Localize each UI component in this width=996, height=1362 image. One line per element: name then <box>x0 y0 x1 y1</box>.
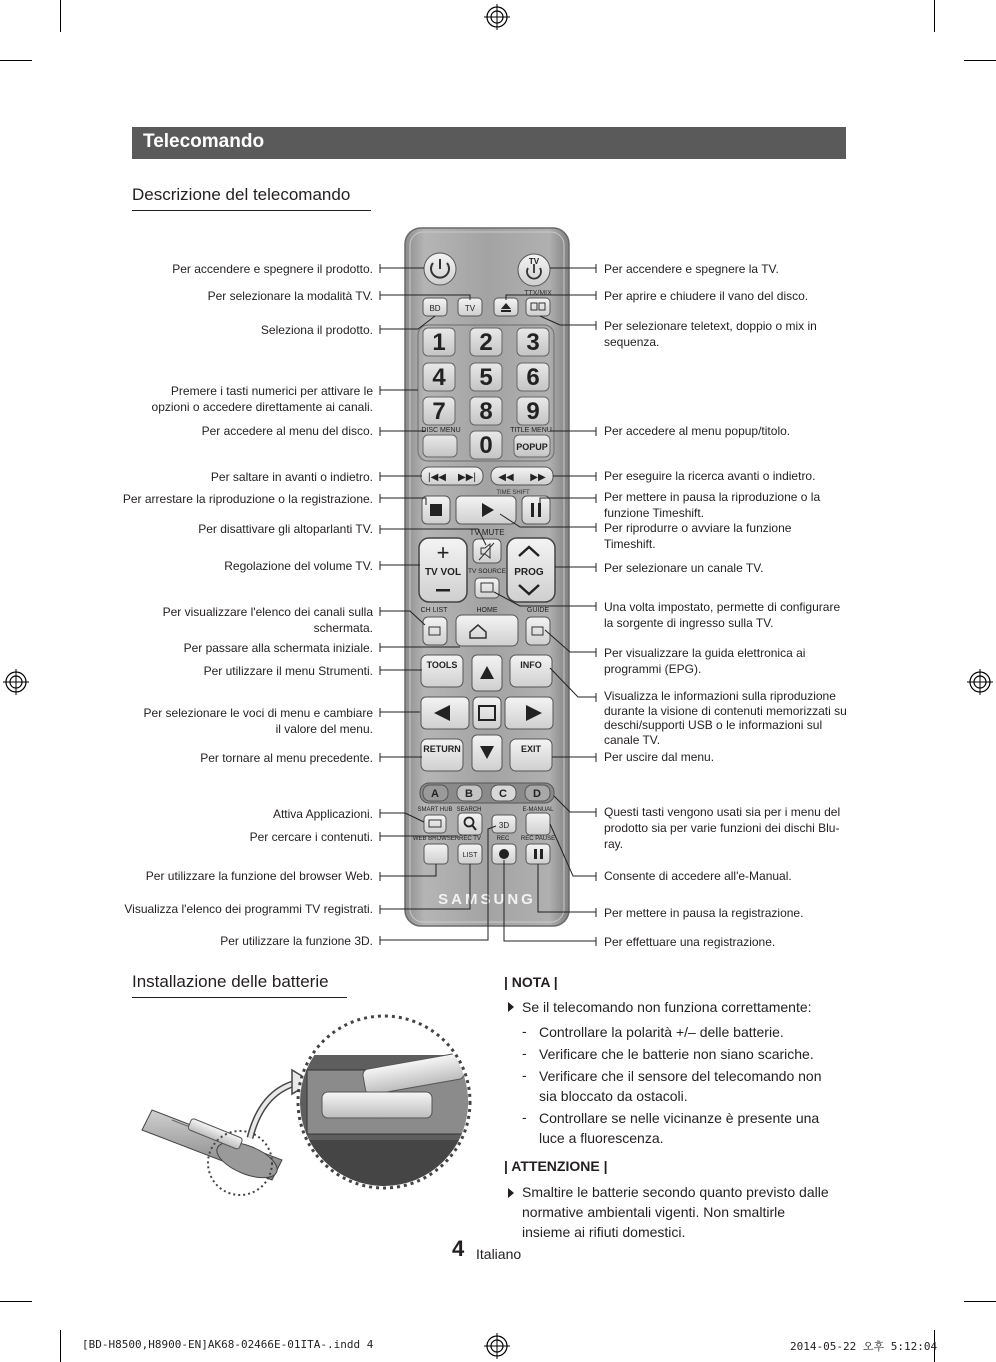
guide-label: GUIDE <box>526 607 550 614</box>
tv-source-label: TV SOURCE <box>468 568 506 575</box>
plus-icon: + <box>436 540 450 565</box>
callout-label: Per selezionare le voci di menu e cambiare il valore del menu. <box>143 706 373 736</box>
ttx-mix-label: TTX/MIX <box>524 290 552 297</box>
callout-label: Attiva Applicazioni. <box>272 807 373 821</box>
digit-label: 4 <box>432 364 446 391</box>
battery-illustration <box>132 1010 482 1200</box>
callout-label: Questi tasti vengono usati sia per i menu del prodotto sia per varie funzioni dei dischi Blu-ray. <box>604 805 841 851</box>
callout-label: Visualizza le informazioni sulla riproduzione durante la visione di contenuti memorizzati su deschi/supporti USB o le informazioni sul canale TV. <box>604 689 847 747</box>
callout-label: Visualizza l'elenco dei programmi TV registrati. <box>124 902 373 916</box>
tools-label: TOOLS <box>426 660 458 670</box>
rec-label: REC <box>496 836 510 842</box>
subsection-title: Descrizione del telecomando <box>132 185 351 204</box>
callout-label: Per eseguire la ricerca avanti o indietro. <box>604 469 816 483</box>
ch-list-label: CH LIST <box>420 607 448 614</box>
tv-mute-label: TV MUTE <box>469 528 505 537</box>
home-label: HOME <box>476 607 498 614</box>
minus-icon <box>436 589 450 592</box>
callout-label: Per utilizzare la funzione 3D. <box>220 934 373 948</box>
home-button[interactable] <box>456 615 518 646</box>
e-manual-label: E-MANUAL <box>522 807 554 813</box>
color-key-label: A <box>431 788 439 800</box>
callout-label: Per visualizzare la guida elettronica ai programmi (EPG). <box>604 646 806 676</box>
search-label: SEARCH <box>456 807 482 813</box>
skip-forward-icon: ▶▶| <box>458 472 476 483</box>
page-language: Italiano <box>476 1246 522 1262</box>
enter-button[interactable] <box>473 697 501 729</box>
tv-mode-label: TV <box>464 304 476 313</box>
callout-label: Per selezionare un canale TV. <box>604 561 764 575</box>
nota-item: Verificare che le batterie non siano scariche. <box>539 1046 814 1062</box>
disc-menu-button[interactable] <box>423 435 457 457</box>
callout-label: Per mettere in pausa la registrazione. <box>604 906 804 920</box>
callout-label: Per selezionare la modalità TV. <box>207 289 373 303</box>
info-label: INFO <box>520 660 542 670</box>
smart-hub-label: SMART HUB <box>417 807 453 813</box>
callout-label: Per visualizzare l'elenco dei canali sulla schermata. <box>162 605 373 635</box>
search-button[interactable] <box>458 813 482 835</box>
callout-label: Per accendere e spegnere il prodotto. <box>172 262 373 276</box>
callout-label: Consente di accedere all'e-Manual. <box>604 869 792 883</box>
disc-menu-label: DISC MENU <box>421 427 461 434</box>
web-browser-label: WEB BROWSER <box>412 836 460 842</box>
color-key-label: B <box>465 788 473 800</box>
dash-icon: - <box>522 1045 527 1061</box>
nota-item: Controllare se nelle vicinanze è presente una luce a fluorescenza. <box>539 1110 820 1146</box>
stop-icon <box>430 504 442 516</box>
nota-intro: Se il telecomando non funziona correttamente: <box>522 999 812 1015</box>
callout-label: Per accedere al menu popup/titolo. <box>604 424 791 438</box>
callout-label: Per passare alla schermata iniziale. <box>183 641 373 655</box>
footer-file: [BD-H8500,H8900-EN]AK68-02466E-01ITA-.indd 4 <box>82 1338 374 1351</box>
ch-list-button[interactable] <box>423 617 447 645</box>
dash-icon: - <box>522 1023 527 1039</box>
page-number: 4 <box>452 1236 465 1261</box>
callout-label: Per utilizzare il menu Strumenti. <box>203 664 373 678</box>
rec-pause-button[interactable] <box>526 844 550 864</box>
callout-label: Per mettere in pausa la riproduzione o la funzione Timeshift. <box>604 490 821 520</box>
exit-label: EXIT <box>520 744 542 754</box>
smart-hub-button[interactable] <box>424 815 446 833</box>
fast-forward-icon: ▶▶ <box>530 472 546 483</box>
crop-mark <box>60 1330 61 1362</box>
battery-section-title: Installazione delle batterie <box>132 972 329 991</box>
return-label: RETURN <box>423 744 461 754</box>
callout-label: Una volta impostato, permette di configurare la sorgente di ingresso sulla TV. <box>604 600 841 630</box>
title-menu-label: TITLE MENU <box>510 427 552 434</box>
callout-label: Per effettuare una registrazione. <box>604 935 776 949</box>
registration-mark-icon <box>484 1333 510 1359</box>
digit-label: 2 <box>479 329 493 356</box>
web-browser-button[interactable] <box>424 844 448 864</box>
bullet-icon <box>508 1002 514 1012</box>
callout-label: Per accendere e spegnere la TV. <box>604 262 779 276</box>
nota-header: | NOTA | <box>504 974 558 990</box>
record-icon <box>499 849 509 859</box>
attenzione-header: | ATTENZIONE | <box>504 1158 608 1174</box>
callout-label: Per utilizzare la funzione del browser Web. <box>145 869 373 883</box>
dash-icon: - <box>522 1067 527 1083</box>
rec-tv-label: REC TV <box>459 836 481 842</box>
callout-label: Per accedere al menu del disco. <box>201 424 373 438</box>
skip-back-icon: |◀◀ <box>428 472 446 483</box>
bd-label: BD <box>429 304 441 313</box>
digit-label: 8 <box>479 398 493 425</box>
bullet-icon <box>508 1188 514 1198</box>
nota-item: Controllare la polarità +/– delle batterie. <box>539 1024 784 1040</box>
callout-label: Premere i tasti numerici per attivare le opzioni o accedere direttamente ai canali. <box>151 384 373 414</box>
tv-vol-label: TV VOL <box>424 567 462 578</box>
digit-label: 6 <box>526 364 540 391</box>
callout-label: Per uscire dal menu. <box>604 750 715 764</box>
list-label: LIST <box>462 852 478 859</box>
pause-button[interactable] <box>522 496 550 524</box>
callout-label: Per tornare al menu precedente. <box>200 751 373 765</box>
nota-item: Verificare che il sensore del telecomando non sia bloccato da ostacoli. <box>539 1068 822 1104</box>
callout-label: Per cercare i contenuti. <box>249 830 373 844</box>
brand-logo: SAMSUNG <box>438 891 536 908</box>
tv-source-button[interactable] <box>475 578 499 598</box>
tv-power-label: TV <box>528 257 540 266</box>
title-underline <box>132 997 347 998</box>
digit-label: 1 <box>432 329 446 356</box>
attenzione-text: Smaltire le batterie secondo quanto previsto dalle normative ambientali vigenti. Non smaltirle insieme ai rifiuti domestici. <box>522 1184 829 1240</box>
digit-label: 7 <box>432 398 446 425</box>
section-title: Telecomando <box>143 131 265 152</box>
footer-timestamp: 2014-05-22 오후 5:12:04 <box>790 1340 938 1353</box>
rewind-icon: ◀◀ <box>498 472 514 483</box>
callout-label: Regolazione del volume TV. <box>224 559 373 573</box>
color-key-label: D <box>533 788 541 800</box>
rec-pause-label: REC PAUSE <box>520 836 556 842</box>
digit-label: 9 <box>526 398 540 425</box>
popup-label: POPUP <box>516 442 548 452</box>
digit-label: 3 <box>526 329 540 356</box>
callout-label: Per selezionare teletext, doppio o mix in sequenza. <box>604 319 817 349</box>
digit-label: 0 <box>479 432 493 459</box>
ttx-mix-button[interactable] <box>526 298 550 316</box>
callout-label: Per saltare in avanti o indietro. <box>210 470 373 484</box>
callout-label: Per aprire e chiudere il vano del disco. <box>604 289 809 303</box>
3d-label: 3D <box>498 821 510 830</box>
crop-mark <box>964 1301 996 1302</box>
time-shift-label: TIME SHIFT <box>496 490 530 496</box>
callout-label: Per arrestare la riproduzione o la registrazione. <box>122 492 373 506</box>
crop-mark <box>0 1301 32 1302</box>
callout-label: Per disattivare gli altoparlanti TV. <box>198 522 373 536</box>
e-manual-button[interactable] <box>526 813 550 835</box>
prog-label: PROG <box>514 567 544 578</box>
color-key-label: C <box>499 788 507 800</box>
callout-label: Seleziona il prodotto. <box>260 323 373 337</box>
callout-label: Per riprodurre o avviare la funzione Timeshift. <box>604 521 792 551</box>
dash-icon: - <box>522 1109 527 1125</box>
digit-label: 5 <box>479 364 493 391</box>
